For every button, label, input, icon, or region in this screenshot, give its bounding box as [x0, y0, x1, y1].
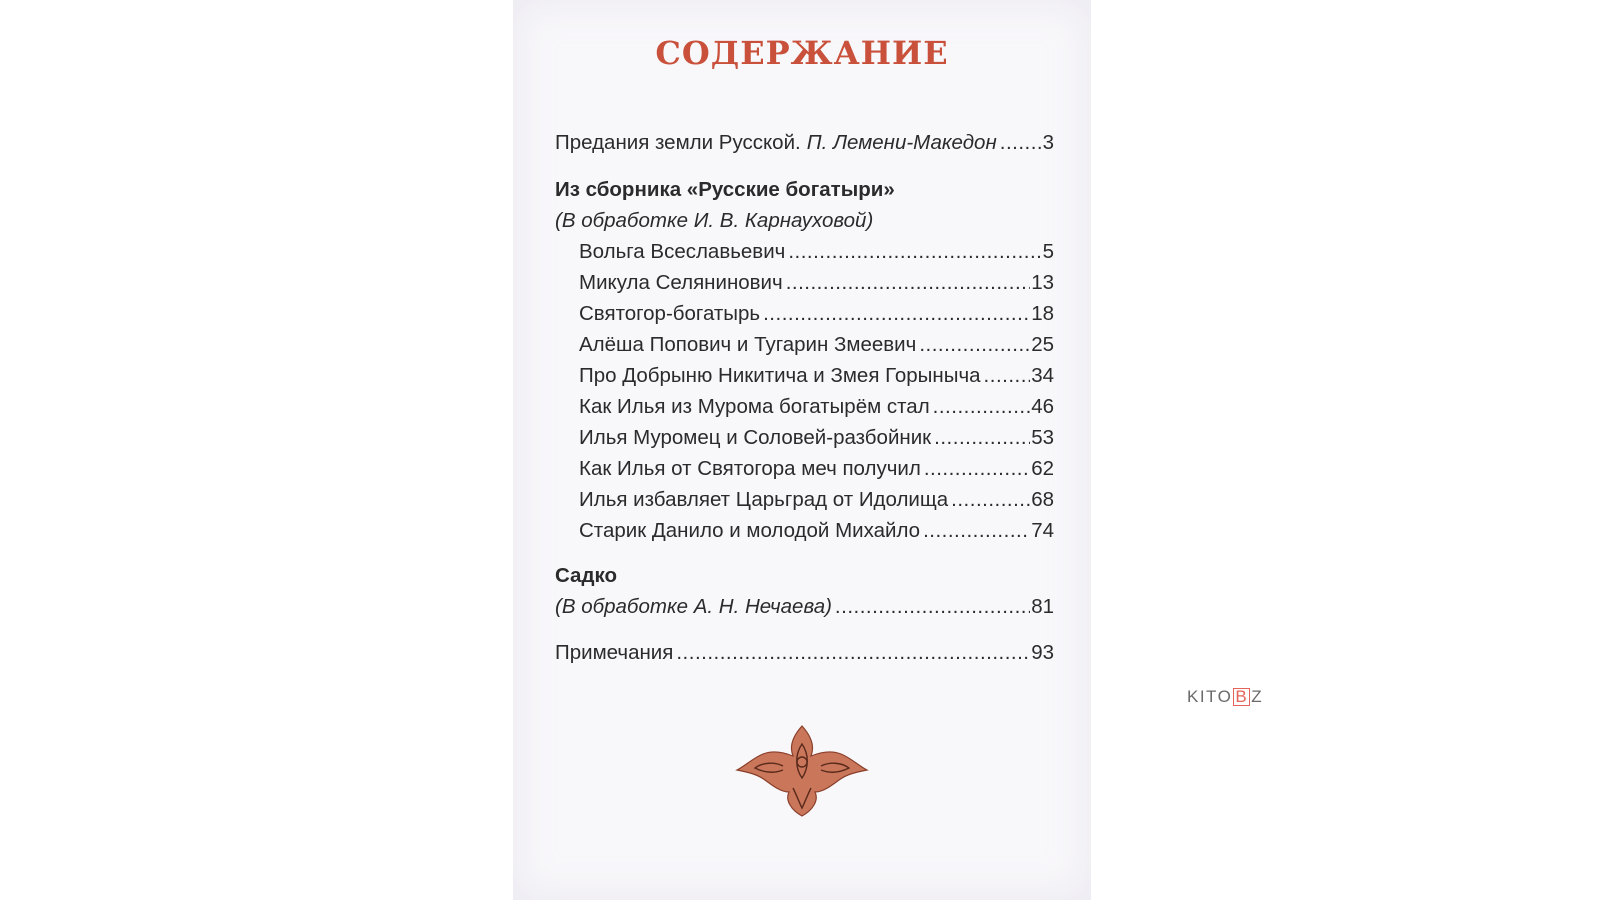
entry-title: Старик Данило и молодой Михайло	[579, 519, 921, 542]
toc-entry	[579, 300, 1054, 328]
floral-ornament-icon	[723, 722, 881, 818]
page-title: СОДЕРЖАНИЕ	[655, 34, 949, 72]
watermark-prefix: KITO	[1187, 687, 1233, 706]
page-number: 93	[1031, 641, 1054, 664]
page-number: 68	[1031, 488, 1054, 511]
entry-title: Предания земли Русской.	[555, 131, 801, 154]
entry-title: Примечания	[555, 641, 674, 664]
toc-entry	[579, 269, 1054, 297]
toc-entry	[579, 486, 1054, 514]
book-page	[513, 0, 1091, 900]
page-number: 74	[1031, 519, 1054, 542]
entry-author: П. Лемени-Македон	[806, 131, 997, 154]
section-subheading: (В обработке И. В. Карнауховой)	[555, 209, 874, 232]
entry-title: Про Добрыню Никитича и Змея Горыныча	[579, 364, 981, 387]
dot-leader	[924, 455, 1030, 483]
toc-entry	[579, 362, 1054, 390]
dot-leader	[919, 331, 1030, 359]
dot-leader	[984, 362, 1031, 390]
toc-entry	[579, 393, 1054, 421]
dot-leader	[786, 269, 1030, 297]
page-number: 13	[1031, 271, 1054, 294]
page-number: 62	[1031, 457, 1054, 480]
watermark-boxed-letter: B	[1235, 687, 1249, 706]
entry-title: Как Илья из Мурома богатырём стал	[579, 395, 930, 418]
page-number: 5	[1042, 240, 1054, 263]
toc-entry-sadko	[555, 593, 1054, 621]
section-heading: Из сборника «Русские богатыри»	[555, 178, 895, 201]
entry-title: Алёша Попович и Тугарин Змеевич	[579, 333, 917, 356]
dot-leader	[923, 517, 1030, 545]
toc-entry	[579, 517, 1054, 545]
entry-title: Илья избавляет Царьград от Идолища	[579, 488, 949, 511]
page-number: 81	[1031, 595, 1054, 618]
dot-leader	[788, 238, 1041, 266]
entry-title: Илья Муромец и Соловей-разбойник	[579, 426, 932, 449]
toc-entry	[579, 238, 1054, 266]
toc-entry	[579, 331, 1054, 359]
watermark-suffix: Z	[1251, 687, 1264, 706]
entry-title: Святогор-богатырь	[579, 302, 761, 325]
entry-title: Как Илья от Святогора меч получил	[579, 457, 921, 480]
dot-leader	[934, 424, 1030, 452]
toc-entry-notes	[555, 639, 1054, 667]
page-number: 46	[1031, 395, 1054, 418]
dot-leader	[1000, 129, 1042, 157]
site-watermark	[1187, 687, 1263, 707]
section-heading: Садко	[555, 564, 617, 587]
entry-subheading: (В обработке А. Н. Нечаева)	[555, 595, 832, 618]
toc-entry-intro	[555, 129, 1054, 157]
toc-entry	[579, 455, 1054, 483]
dot-leader	[763, 300, 1030, 328]
page-number: 34	[1031, 364, 1054, 387]
entry-title: Микула Селянинович	[579, 271, 783, 294]
page-number: 53	[1031, 426, 1054, 449]
page-number: 18	[1031, 302, 1054, 325]
page-number: 25	[1031, 333, 1054, 356]
dot-leader	[933, 393, 1031, 421]
toc-entry	[579, 424, 1054, 452]
entry-title: Вольга Всеславьевич	[579, 240, 786, 263]
dot-leader	[951, 486, 1030, 514]
page-number: 3	[1042, 131, 1054, 154]
dot-leader	[676, 639, 1030, 667]
dot-leader	[835, 593, 1030, 621]
